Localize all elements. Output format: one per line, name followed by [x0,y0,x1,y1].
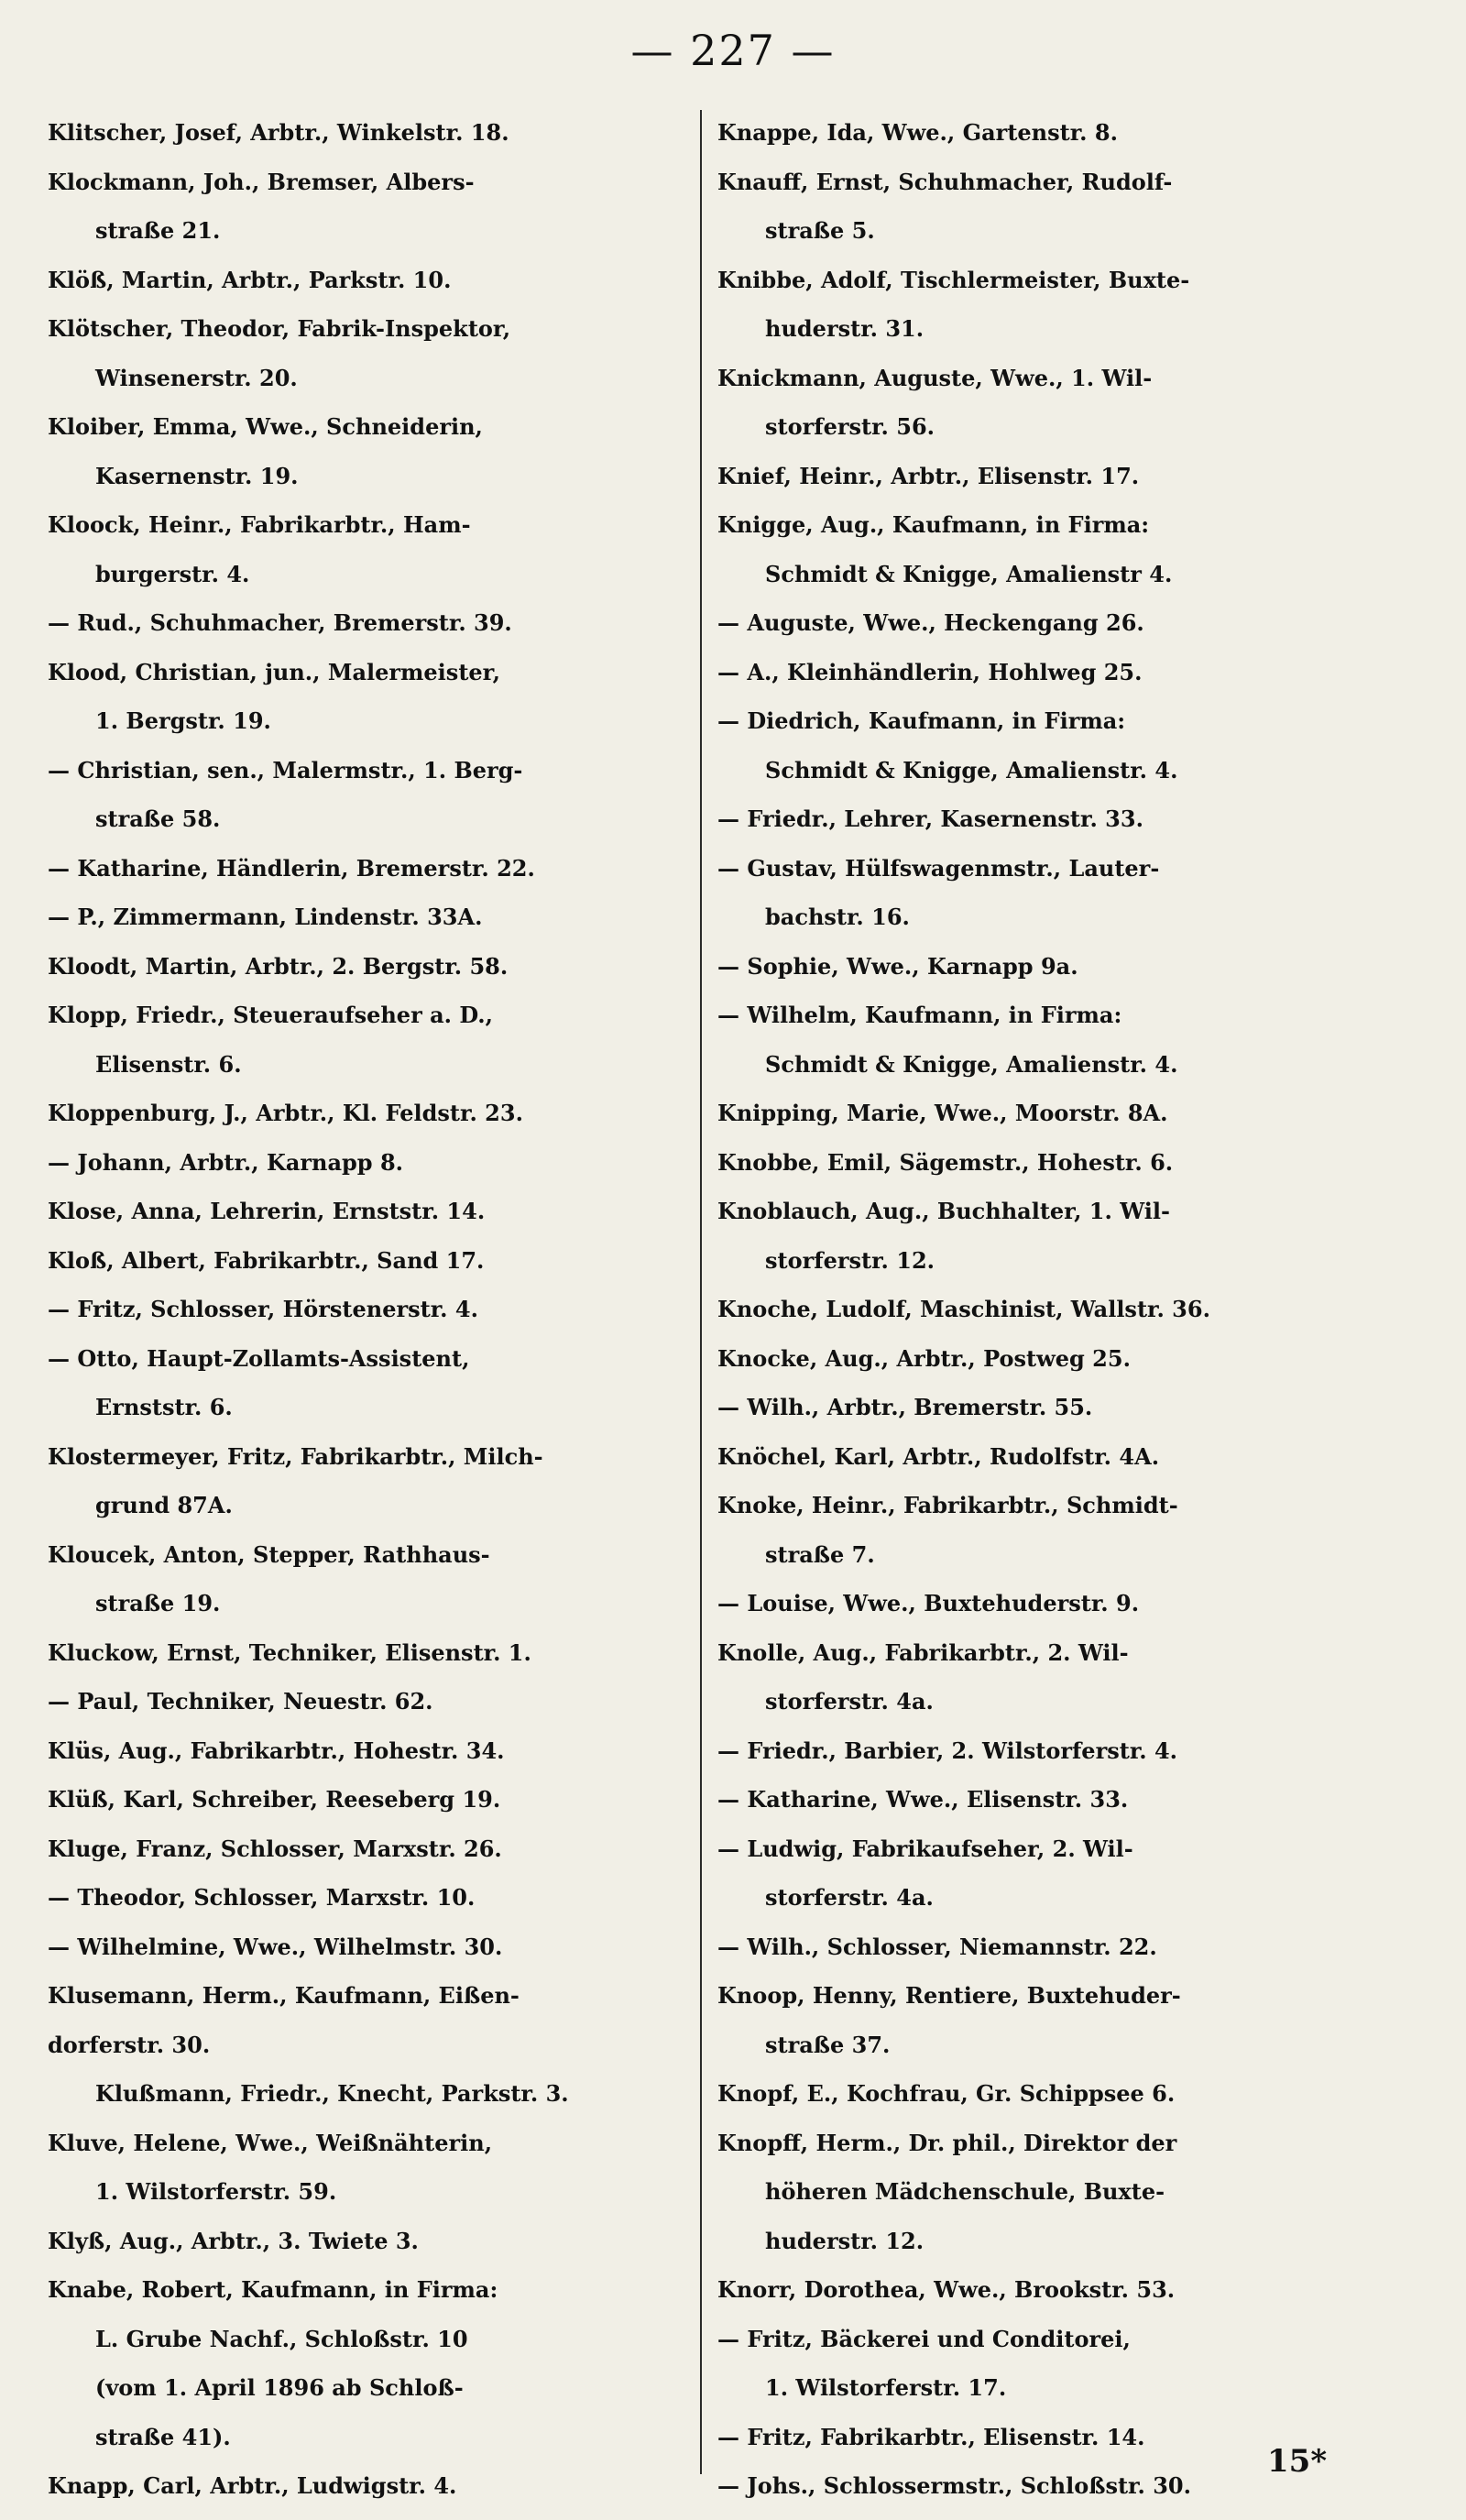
directory-line: Knorr, Dorothea, Wwe., Brookstr. 53. [717,2276,1176,2303]
directory-line: Knipping, Marie, Wwe., Moorstr. 8A. [717,1100,1168,1126]
directory-line: — Fritz, Bäckerei und Conditorei, [717,2325,1131,2352]
directory-line: Kloucek, Anton, Stepper, Rathhaus- [48,1540,490,1568]
signature-mark: 15* [1267,2443,1328,2480]
right-column [717,108,1377,2511]
directory-line: Kloppenburg, J., Arbtr., Kl. Feldstr. 23. [48,1100,523,1126]
directory-line: bachstr. 16. [765,904,910,930]
directory-line: 1. Wilstorferstr. 59. [95,2178,337,2205]
directory-line: straße 41). [95,2423,231,2450]
directory-line: Klood, Christian, jun., Malermeister, [48,658,500,685]
directory-line: Knoke, Heinr., Fabrikarbtr., Schmidt- [717,1492,1178,1518]
directory-line: grund 87A. [95,1492,233,1518]
directory-line: — Friedr., Lehrer, Kasernenstr. 33. [717,805,1143,832]
directory-line: — Katharine, Wwe., Elisenstr. 33. [717,1786,1129,1813]
directory-line: straße 5. [765,217,875,244]
directory-line: storferstr. 4a. [765,1884,934,1911]
directory-line: Klitscher, Josef, Arbtr., Winkelstr. 18. [48,119,509,146]
directory-line: — Paul, Techniker, Neuestr. 62. [48,1688,433,1715]
directory-line: — Christian, sen., Malermstr., 1. Berg- [48,756,523,783]
directory-line: burgerstr. 4. [95,560,250,587]
directory-line: straße 7. [765,1540,875,1568]
directory-line: — Johs., Schlossermstr., Schloßstr. 30. [717,2472,1191,2499]
directory-line: huderstr. 12. [765,2227,924,2254]
directory-line: storferstr. 56. [765,413,935,440]
directory-line: Knocke, Aug., Arbtr., Postweg 25. [717,1344,1131,1372]
directory-line: Schmidt & Knigge, Amalienstr. 4. [765,756,1178,783]
directory-line: — Sophie, Wwe., Karnapp 9a. [717,952,1078,980]
directory-line: Knoop, Henny, Rentiere, Buxtehuder- [717,1982,1181,2009]
directory-line: Klüs, Aug., Fabrikarbtr., Hohestr. 34. [48,1737,505,1764]
directory-line: storferstr. 4a. [765,1688,934,1715]
directory-line: Kloodt, Martin, Arbtr., 2. Bergstr. 58. [48,952,509,980]
directory-line: — Wilhelmine, Wwe., Wilhelmstr. 30. [48,1933,503,1960]
directory-line: — Johann, Arbtr., Karnapp 8. [48,1148,403,1176]
directory-line: Klopp, Friedr., Steueraufseher a. D., [48,1002,493,1028]
directory-line: L. Grube Nachf., Schloßstr. 10 [95,2325,468,2352]
directory-line: Klose, Anna, Lehrerin, Ernststr. 14. [48,1198,486,1224]
directory-line: Knapp, Carl, Arbtr., Ludwigstr. 4. [48,2472,457,2499]
directory-line: — Wilh., Arbtr., Bremerstr. 55. [717,1394,1093,1420]
column-divider [700,110,702,2474]
directory-line: Klostermeyer, Fritz, Fabrikarbtr., Milch- [48,1442,543,1470]
directory-line: Kloock, Heinr., Fabrikarbtr., Ham- [48,511,471,538]
directory-line: Winsenerstr. 20. [95,364,298,391]
directory-line: Klusemann, Herm., Kaufmann, Eißen- [48,1982,520,2009]
directory-line: Klußmann, Friedr., Knecht, Parkstr. 3. [95,2080,569,2107]
directory-line: — Ludwig, Fabrikaufseher, 2. Wil- [717,1835,1133,1862]
directory-line: Schmidt & Knigge, Amalienstr 4. [765,560,1173,587]
directory-line: — Rud., Schuhmacher, Bremerstr. 39. [48,609,512,636]
directory-line: dorferstr. 30. [48,2031,211,2058]
directory-line: — Fritz, Fabrikarbtr., Elisenstr. 14. [717,2423,1145,2450]
directory-line: Ernststr. 6. [95,1394,233,1420]
directory-line: 1. Bergstr. 19. [95,707,271,734]
directory-line: Kluve, Helene, Wwe., Weißnähterin, [48,2129,493,2156]
directory-line: huderstr. 31. [765,315,924,342]
directory-line: Elisenstr. 6. [95,1050,242,1078]
directory-line: — Katharine, Händlerin, Bremerstr. 22. [48,854,535,882]
directory-line: Kloiber, Emma, Wwe., Schneiderin, [48,413,483,440]
directory-line: straße 58. [95,805,221,832]
directory-line: Knauff, Ernst, Schuhmacher, Rudolf- [717,168,1173,195]
page-number: — 227 — [630,26,836,75]
directory-line: Knibbe, Adolf, Tischlermeister, Buxte- [717,266,1190,293]
directory-line: höheren Mädchenschule, Buxte- [765,2178,1165,2205]
directory-line: Knopf, E., Kochfrau, Gr. Schippsee 6. [717,2080,1176,2107]
directory-line: — Friedr., Barbier, 2. Wilstorferstr. 4. [717,1737,1178,1764]
directory-line: Kloß, Albert, Fabrikarbtr., Sand 17. [48,1246,485,1274]
directory-line: — Wilh., Schlosser, Niemannstr. 22. [717,1933,1157,1960]
directory-line: Knopff, Herm., Dr. phil., Direktor der [717,2129,1177,2156]
directory-line: Knappe, Ida, Wwe., Gartenstr. 8. [717,119,1118,146]
directory-line: 1. Wilstorferstr. 17. [765,2374,1007,2401]
directory-line: Knoche, Ludolf, Maschinist, Wallstr. 36. [717,1296,1210,1322]
directory-line: straße 21. [95,217,221,244]
directory-line: Knickmann, Auguste, Wwe., 1. Wil- [717,364,1153,391]
directory-line: Kasernenstr. 19. [95,462,299,489]
directory-line: Kluckow, Ernst, Techniker, Elisenstr. 1. [48,1638,531,1666]
directory-line: Klyß, Aug., Arbtr., 3. Twiete 3. [48,2227,419,2254]
directory-line: Knoblauch, Aug., Buchhalter, 1. Wil- [717,1198,1170,1224]
directory-line: storferstr. 12. [765,1246,935,1274]
directory-line: Knöchel, Karl, Arbtr., Rudolfstr. 4A. [717,1442,1160,1470]
directory-line: Klöß, Martin, Arbtr., Parkstr. 10. [48,266,452,293]
left-column [48,108,707,2511]
directory-line: Knabe, Robert, Kaufmann, in Firma: [48,2276,498,2303]
directory-line: Klüß, Karl, Schreiber, Reeseberg 19. [48,1786,501,1813]
directory-line: Klötscher, Theodor, Fabrik-Inspektor, [48,315,511,342]
directory-line: Klockmann, Joh., Bremser, Albers- [48,168,475,195]
directory-line: — P., Zimmermann, Lindenstr. 33A. [48,904,483,930]
directory-line: straße 19. [95,1590,221,1616]
directory-line: — Auguste, Wwe., Heckengang 26. [717,609,1144,636]
directory-line: — Fritz, Schlosser, Hörstenerstr. 4. [48,1296,478,1322]
directory-line: — Diedrich, Kaufmann, in Firma: [717,707,1126,734]
directory-line: Kluge, Franz, Schlosser, Marxstr. 26. [48,1835,502,1862]
directory-line: straße 37. [765,2031,891,2058]
directory-line: — Louise, Wwe., Buxtehuderstr. 9. [717,1590,1140,1616]
directory-line: — Theodor, Schlosser, Marxstr. 10. [48,1884,476,1911]
directory-line: (vom 1. April 1896 ab Schloß- [95,2374,464,2401]
directory-line: — Wilhelm, Kaufmann, in Firma: [717,1002,1122,1028]
directory-line: Knief, Heinr., Arbtr., Elisenstr. 17. [717,462,1140,489]
directory-line: Knolle, Aug., Fabrikarbtr., 2. Wil- [717,1638,1129,1666]
directory-line: — Otto, Haupt-Zollamts-Assistent, [48,1344,470,1372]
directory-line: Knigge, Aug., Kaufmann, in Firma: [717,511,1150,538]
directory-line: — Gustav, Hülfswagenmstr., Lauter- [717,854,1160,882]
directory-line: — A., Kleinhändlerin, Hohlweg 25. [717,658,1143,685]
directory-line: Schmidt & Knigge, Amalienstr. 4. [765,1050,1178,1078]
directory-line: Knobbe, Emil, Sägemstr., Hohestr. 6. [717,1148,1174,1176]
